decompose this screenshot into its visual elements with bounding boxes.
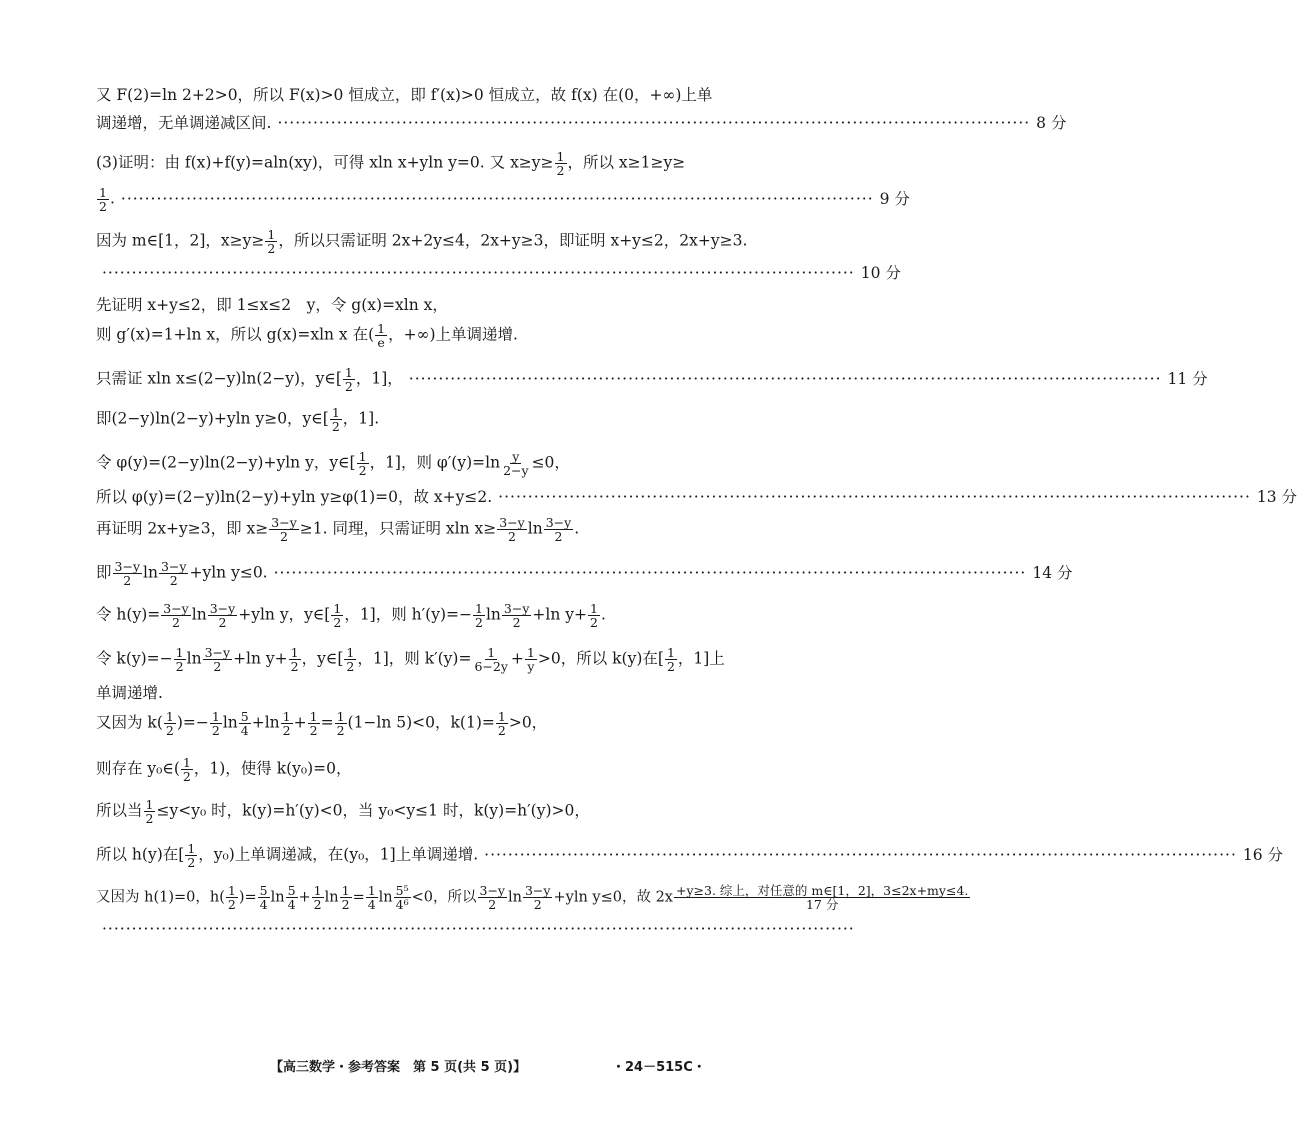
- fraction: [203, 646, 233, 673]
- frac-den: 4: [240, 723, 249, 738]
- frac-num: 1: [333, 601, 342, 616]
- text-line: [96, 516, 728, 543]
- line-text: +yln y≤0.: [189, 563, 268, 582]
- line-text: +yln y，y∈[: [238, 605, 331, 624]
- frac-num: 1: [341, 883, 350, 898]
- line-text: ，1]，则 k′(y)=: [357, 649, 472, 668]
- line-text: +: [293, 713, 307, 732]
- frac-num: 3−y: [163, 601, 189, 616]
- line-text: 单调递增.: [96, 684, 163, 702]
- fraction: [281, 710, 293, 737]
- line-text: (1−ln 5)<0，k(1)=: [347, 713, 495, 732]
- line-text: ，所以只需证明 2x+2y≤4，2x+y≥3，即证明 x+y≤2，2x+y≥3.: [278, 231, 748, 250]
- line-text: 令 φ(y)=(2−y)ln(2−y)+yln y，y∈[: [96, 453, 356, 472]
- frac-den: 2: [533, 897, 542, 912]
- fraction: [330, 406, 342, 433]
- score-mark: 8 分: [1036, 114, 1067, 132]
- line-text: )=−: [176, 713, 209, 732]
- fraction: [286, 884, 298, 911]
- fraction: [357, 450, 369, 477]
- frac-num: 3−y: [114, 559, 141, 574]
- fraction: [544, 516, 574, 543]
- frac-num: 1: [556, 149, 565, 164]
- text-line: [96, 646, 728, 673]
- frac-num: 1: [187, 841, 196, 856]
- line-text: 所以当: [96, 801, 143, 820]
- frac-den: e: [377, 335, 385, 350]
- line-text: ln: [378, 889, 393, 906]
- frac-den: 2: [218, 615, 227, 630]
- frac-den: 2: [497, 723, 506, 738]
- page-footer-code: ・24－515C・: [612, 1060, 706, 1075]
- line-text: +: [510, 649, 524, 668]
- frac-num: 1: [358, 449, 367, 464]
- frac-den: 6−2y: [474, 659, 508, 674]
- frac-num: 1: [175, 645, 184, 660]
- line-text: 只需证 xln x≤(2−y)ln(2−y)，y∈[: [96, 369, 342, 388]
- line-text: +ln y+: [532, 605, 587, 624]
- line-text: [96, 842, 478, 869]
- text-line: [96, 294, 728, 316]
- fraction: [523, 884, 553, 911]
- frac-den: 2: [508, 529, 516, 544]
- score-mark: 10 分: [860, 264, 901, 282]
- line-text: 所以 φ(y)=(2−y)ln(2−y)+yln y≥φ(1)=0，故 x+y≤2.: [96, 488, 493, 506]
- dot-leader: [274, 562, 1027, 584]
- fraction: [258, 884, 270, 911]
- line-text: ，1]，则 h′(y)=−: [344, 605, 472, 624]
- frac-den: 2: [165, 723, 174, 738]
- frac-den: 2: [309, 723, 318, 738]
- page-footer-title: 【高三数学・参考答案 第 5 页(共 5 页)】: [270, 1060, 527, 1075]
- fraction: [394, 884, 411, 911]
- frac-num: 1: [497, 709, 506, 724]
- fraction: [496, 710, 508, 737]
- line-text: ln: [508, 889, 522, 906]
- text-line: [96, 841, 1284, 870]
- frac-num: 1: [487, 645, 496, 660]
- frac-num: 1: [99, 185, 107, 200]
- fraction: [308, 710, 320, 737]
- fraction: [159, 560, 189, 587]
- dot-leader: [498, 486, 1251, 508]
- line-text: ln: [222, 713, 238, 732]
- line-text: ，1]上: [677, 649, 725, 668]
- frac-num: 5: [287, 883, 296, 898]
- line-text: .: [109, 189, 115, 208]
- line-text: 因为 m∈[1，2]，x≥y≥: [96, 231, 265, 250]
- frac-num: 3−y: [545, 515, 572, 530]
- frac-den: 2: [554, 529, 563, 544]
- dot-leader: [484, 844, 1237, 866]
- frac-den: 17 分: [805, 897, 839, 912]
- line-text: 又因为 k(: [96, 713, 163, 732]
- line-text: .: [600, 605, 606, 624]
- fraction: [674, 884, 970, 911]
- frac-num: 3−y: [503, 601, 530, 616]
- text-line: [96, 406, 728, 433]
- fraction: [185, 842, 197, 869]
- frac-den: 2: [358, 463, 367, 478]
- fraction: [208, 602, 238, 629]
- fraction: [161, 602, 191, 629]
- fraction: [335, 710, 347, 737]
- line-text: ln: [324, 889, 339, 906]
- text-line: [96, 112, 1067, 134]
- frac-num: 1: [211, 709, 220, 724]
- frac-den: 2: [290, 659, 299, 674]
- line-text: +: [298, 889, 311, 906]
- frac-num: 1: [165, 709, 174, 724]
- line-text: 令 h(y)=: [96, 605, 161, 624]
- line-text: ln: [191, 605, 207, 624]
- frac-num: y: [512, 449, 520, 464]
- frac-den: 2: [187, 855, 196, 870]
- frac-num: 3−y: [499, 515, 525, 530]
- frac-den: 2: [172, 615, 180, 630]
- frac-num: 5: [240, 709, 249, 724]
- fraction: [289, 646, 301, 673]
- text-line: [96, 262, 901, 284]
- line-text: [96, 186, 115, 213]
- line-text: 再证明 2x+y≥3，即 x≥: [96, 519, 269, 538]
- frac-den: 2: [280, 529, 288, 544]
- fraction: [366, 884, 378, 911]
- line-text: .: [574, 519, 580, 538]
- line-text: )=: [238, 889, 257, 906]
- fraction: [226, 884, 238, 911]
- frac-den: 2: [169, 573, 178, 588]
- frac-den: 2: [666, 659, 675, 674]
- fraction: [588, 602, 600, 629]
- text-line: [96, 322, 728, 349]
- fraction: [472, 646, 509, 673]
- line-text: ，所以 x≥1≥y≥: [567, 153, 686, 172]
- frac-num: 3−y: [209, 601, 236, 616]
- frac-den: 2: [488, 897, 497, 912]
- text-line: [96, 559, 1073, 588]
- line-text: ，1)，使得 k(y₀)=0，: [193, 759, 352, 778]
- frac-den: 2: [175, 659, 184, 674]
- dot-leader: [102, 262, 855, 284]
- frac-num: 1: [313, 883, 322, 898]
- frac-den: 2: [346, 659, 355, 674]
- score-mark: 16 分: [1242, 845, 1284, 864]
- frac-den: 2: [556, 163, 565, 178]
- frac-num: 3−y: [160, 559, 187, 574]
- line-text: ，1]，则 φ′(y)=ln: [369, 453, 501, 472]
- frac-num: 1: [377, 321, 386, 336]
- frac-num: 5⁵: [395, 883, 409, 898]
- fraction: [265, 228, 277, 255]
- line-text: [96, 560, 268, 587]
- frac-num: 5: [259, 883, 268, 898]
- frac-den: 2: [227, 897, 236, 912]
- line-text: =: [352, 889, 365, 906]
- fraction: [331, 602, 343, 629]
- fraction: [555, 150, 567, 177]
- line-text: 即: [96, 563, 112, 582]
- text-line: [96, 883, 969, 912]
- line-text: <0，所以: [411, 889, 477, 906]
- frac-den: 2: [344, 379, 353, 394]
- line-text: +yln y≤0，故 2x: [553, 889, 673, 906]
- frac-den: 2: [211, 723, 220, 738]
- frac-num: 1: [336, 709, 345, 724]
- line-text: +ln y+: [233, 649, 288, 668]
- line-text: >0，: [508, 713, 548, 732]
- fraction: [144, 798, 156, 825]
- text-line: [96, 602, 728, 629]
- frac-den: 2: [313, 897, 322, 912]
- frac-den: 2: [474, 615, 483, 630]
- line-text: =: [320, 713, 334, 732]
- frac-num: 1: [474, 601, 483, 616]
- frac-num: 1: [282, 709, 291, 724]
- line-text: 又因为 h(1)=0，h(: [96, 889, 225, 906]
- fraction: [97, 186, 109, 213]
- text-line: [96, 450, 728, 477]
- line-text: ，1].: [342, 409, 380, 428]
- fraction: [174, 646, 186, 673]
- frac-den: 2: [333, 615, 342, 630]
- line-text: ≤y<y₀ 时，k(y)=h′(y)<0，当 y₀<y≤1 时，k(y)=h′(y)>0，: [156, 801, 590, 820]
- fraction: [665, 646, 677, 673]
- score-mark: 14 分: [1032, 563, 1073, 582]
- frac-den: 2: [123, 573, 132, 588]
- frac-den: y: [527, 659, 535, 674]
- fraction: [239, 710, 251, 737]
- fraction: [269, 516, 299, 543]
- fraction: [181, 756, 193, 783]
- line-text: ln: [527, 519, 543, 538]
- fraction: [497, 516, 527, 543]
- frac-num: 1: [267, 227, 276, 242]
- line-text: ln: [186, 649, 202, 668]
- text-line: [96, 486, 1297, 508]
- fraction: [375, 322, 387, 349]
- fraction: [501, 450, 531, 477]
- frac-den: 2: [331, 419, 340, 434]
- frac-num: 1: [290, 645, 299, 660]
- line-text: 调递增，无单调递减区间.: [96, 114, 272, 132]
- fraction: [478, 884, 508, 911]
- score-mark: 11 分: [1167, 369, 1208, 388]
- frac-den: 4: [367, 897, 376, 912]
- line-text: ln: [143, 563, 158, 582]
- frac-num: 1: [344, 365, 353, 380]
- text-line: [96, 227, 748, 256]
- dot-leader: [277, 112, 1030, 134]
- line-text: (3)证明：由 f(x)+f(y)=aln(xy)，可得 xln x+yln y=0. 又 x≥y≥: [96, 153, 554, 172]
- score-mark: 13 分: [1256, 488, 1297, 506]
- frac-den: 2: [213, 659, 222, 674]
- line-text: [96, 366, 403, 393]
- line-text: ，1]，: [355, 369, 403, 388]
- frac-num: 3−y: [524, 883, 551, 898]
- frac-num: 1: [346, 645, 355, 660]
- score-mark: 9 分: [879, 189, 910, 208]
- frac-den: 2: [512, 615, 521, 630]
- frac-num: 1: [145, 797, 154, 812]
- line-text: 令 k(y)=−: [96, 649, 173, 668]
- line-text: ln: [270, 889, 285, 906]
- text-line: [96, 710, 728, 737]
- frac-den: 4: [259, 897, 268, 912]
- text-line: [96, 185, 910, 214]
- line-text: ，y∈[: [301, 649, 344, 668]
- line-text: 即(2−y)ln(2−y)+yln y≥0，y∈[: [96, 409, 329, 428]
- fraction: [344, 646, 356, 673]
- line-text: ，+∞)上单调递增.: [388, 325, 518, 344]
- fraction: [164, 710, 176, 737]
- fraction: [312, 884, 324, 911]
- fraction: [340, 884, 352, 911]
- frac-den: 2: [145, 811, 154, 826]
- line-text: ≤0，: [531, 453, 570, 472]
- line-text: >0，所以 k(y)在[: [537, 649, 664, 668]
- line-text: 又 F(2)=ln 2+2>0，所以 F(x)>0 恒成立，即 f′(x)>0 恒成立，故 f(x) 在(0，+∞)上单: [96, 86, 713, 104]
- line-text: ，y₀)上单调递减，在(y₀，1]上单调递增.: [198, 845, 479, 864]
- text-line: [96, 150, 728, 177]
- line-text: 所以 h(y)在[: [96, 845, 185, 864]
- dot-leader: [409, 368, 1162, 390]
- frac-num: 1: [590, 601, 598, 616]
- line-text: 则存在 y₀∈(: [96, 759, 180, 778]
- dot-leader: [102, 918, 855, 940]
- frac-den: 2: [267, 241, 276, 256]
- frac-den: 2: [182, 769, 191, 784]
- frac-den: 2: [282, 723, 291, 738]
- frac-num: 3−y: [479, 883, 505, 898]
- frac-num: 1: [526, 645, 535, 660]
- frac-den: 2: [99, 199, 107, 214]
- fraction: [343, 366, 355, 393]
- text-line: [96, 918, 728, 940]
- frac-num: 1: [309, 709, 318, 724]
- frac-den: 2−y: [503, 463, 529, 478]
- line-text: ln: [485, 605, 501, 624]
- text-line: [96, 756, 728, 783]
- frac-num: 3−y: [204, 645, 231, 660]
- text-line: [96, 798, 728, 825]
- text-line: [96, 365, 1208, 394]
- line-text: 则 g′(x)=1+ln x，所以 g(x)=xln x 在(: [96, 325, 375, 344]
- line-text: 先证明 x+y≤2，即 1≤x≤2 y，令 g(x)=xln x，: [96, 296, 448, 314]
- frac-num: 1: [331, 405, 340, 420]
- frac-num: 1: [367, 883, 376, 898]
- frac-num: +y≥3. 综上，对任意的 m∈[1，2]，3≤2x+my≤4.: [676, 883, 969, 898]
- frac-den: 4⁶: [395, 897, 409, 912]
- fraction: [113, 560, 143, 587]
- fraction: [210, 710, 222, 737]
- line-text: +ln: [251, 713, 280, 732]
- frac-num: 1: [182, 755, 191, 770]
- frac-num: 1: [227, 883, 236, 898]
- frac-num: 3−y: [271, 515, 297, 530]
- text-line: [96, 84, 728, 106]
- frac-den: 2: [590, 615, 598, 630]
- frac-den: 2: [341, 897, 350, 912]
- fraction: [525, 646, 537, 673]
- line-text: ≥1. 同理，只需证明 xln x≥: [299, 519, 497, 538]
- fraction: [502, 602, 532, 629]
- fraction: [473, 602, 485, 629]
- dot-leader: [121, 188, 874, 210]
- frac-den: 2: [336, 723, 345, 738]
- text-line: [96, 682, 728, 704]
- frac-num: 1: [666, 645, 675, 660]
- frac-den: 4: [287, 897, 296, 912]
